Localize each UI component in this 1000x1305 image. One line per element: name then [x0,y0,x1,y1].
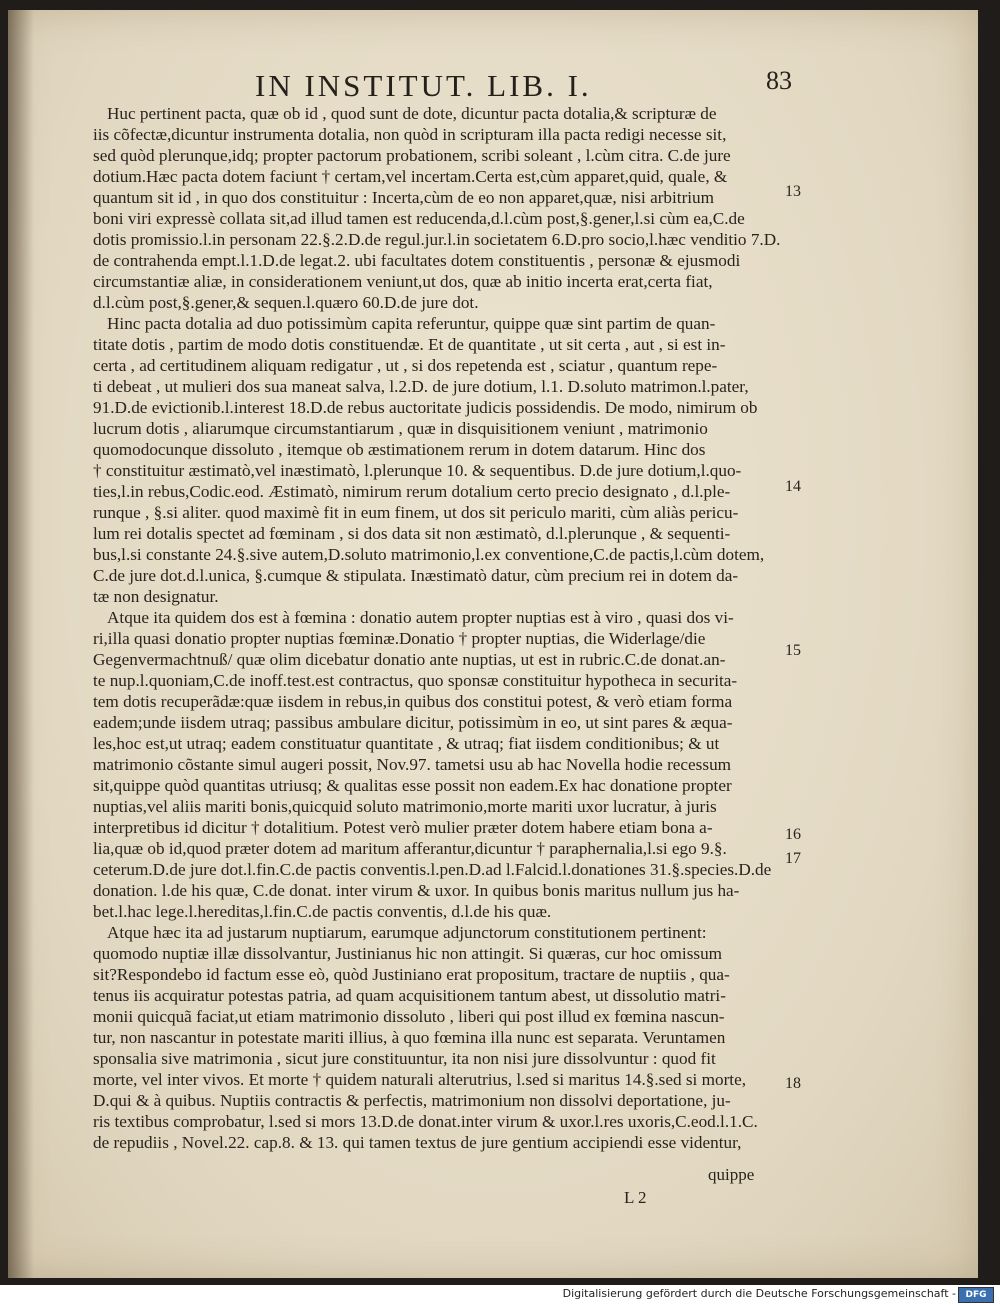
text-line: sit,quippe quòd quantitas utriusq; & qualitas esse possit non eadem.Ex hac donatione propter [93,776,732,795]
text-line: donation. l.de his quæ, C.de donat. inter virum & uxor. In quibus bonis maritus nullum jus ha- [93,881,740,900]
text-line: Huc pertinent pacta, quæ ob id , quod sunt de dote, dicuntur pacta dotalia,& scripturæ de [107,104,717,123]
text-line: titate dotis , partim de modo dotis constituendæ. Et de quantitate , ut sit certa , aut , si est in- [93,335,726,354]
text-line: Atque hæc ita ad justarum nuptiarum, earumque adjunctorum constitutionem pertinent: [107,923,707,942]
text-line: ti debeat , ut mulieri dos sua maneat salva, l.2.D. de jure dotium, l.1. D.soluto matrimon.l.pater, [93,377,749,396]
text-line: quomodo nuptiæ illæ dissolvantur, Justinianus hic non attingit. Si quæras, cur hoc omissum [93,944,723,963]
text-line: te nup.l.quoniam,C.de inoff.test.est contractus, quo sponsæ constituitur hypotheca in securita- [93,671,738,690]
text-line: morte, vel inter vivos. Et morte † quidem naturali alterutrius, l.sed si maritus 14.§.sed si morte, [93,1070,746,1089]
text-line: sponsalia sive matrimonia , sicut jure constituuntur, ita non nisi jure dissolvuntur : quod fit [93,1049,716,1068]
text-line: quantum sit id , in quo dos constituitur : Incerta,cùm de eo non apparet,quæ, nisi arbitrium [93,188,715,207]
text-line: nuptias,vel aliis mariti bonis,quicquid soluto matrimonio,morte mariti uxor lucratur, à juris [93,797,717,816]
text-line: monii quicquã faciat,ut etiam matrimonio dissoluto , liberi qui post illud ex fœmina nascun- [93,1007,725,1026]
text-line: runque , §.si aliter. quod maximè fit in eum finem, ut dos sit periculo mariti, cùm aliàs pericu- [93,503,739,522]
text-line: tur, non nascantur in potestate mariti illius, à quo fœmina illa nunc est separata. Veruntamen [93,1028,726,1047]
catchword: quippe [708,1165,755,1184]
spine-shadow [8,10,34,1278]
margin-number: 14 [785,478,801,495]
page-number: 83 [766,66,792,95]
margin-number: 15 [785,642,801,659]
text-line: sit?Respondebo id factum esse eò, quòd Justiniano erat propositum, tractare de nuptiis , qua- [93,965,730,984]
dfg-logo-icon: DFG [958,1287,994,1303]
text-line: ris textibus comprobatur, l.sed si mors 13.D.de donat.inter virum & uxor.l.res uxoris,C.eod.l.1.C. [93,1112,758,1131]
footer-credit: Digitalisierung gefördert durch die Deutsche Forschungsgemeinschaft - [562,1287,956,1300]
text-line: 91.D.de evictionib.l.interest 18.D.de rebus auctoritate judicis possidendis. De modo, nimirum ob [93,398,758,417]
text-line: dotium.Hæc pacta dotem faciunt † certam,vel incertam.Certa est,cùm apparet,quid, quale, & [93,167,728,186]
text-line: quomodocunque dissoluto , itemque ob æstimationem rerum in dotem datarum. Hinc dos [93,440,706,459]
text-line: ri,illa quasi donatio propter nuptias fœminæ.Donatio † propter nuptias, die Widerlage/die [93,629,706,648]
text-line: † constituitur æstimatò,vel inæstimatò, l.plerunque 10. & sequentibus. D.de jure dotium,l.quo- [93,461,742,480]
margin-number: 16 [785,826,801,843]
text-line: interpretibus id dicitur † dotalitium. Potest verò mulier præter dotem habere etiam bona a- [93,818,713,837]
text-line: tenus iis acquiratur potestas patria, ad quam acquisitionem tantum abest, ut dissolutio matri- [93,986,726,1005]
running-head: IN INSTITUT. LIB. I. [255,68,592,103]
text-line: boni viri expressè collata sit,ad illud tamen est reducenda,d.l.cùm post,§.gener,l.si cùm ea,C.de [93,209,745,228]
text-line: eadem;unde iisdem utraq; passibus ambulare dicitur, potissimùm in eo, ut sint pares & æqua- [93,713,733,732]
text-line: lia,quæ ob id,quod præter dotem ad maritum afferantur,dicuntur † paraphernalia,l.si ego 9.§. [93,839,727,858]
text-line: ties,l.in rebus,Codic.eod. Æstimatò, nimirum rerum dotalium certo precio designato , d.l.ple- [93,482,731,501]
text-line: lucrum dotis , aliarumque circumstantiarum , quæ in disquisitionem veniunt , matrimonio [93,419,708,438]
margin-number: 18 [785,1075,801,1092]
body-text [93,103,795,1153]
signature-mark: L 2 [624,1188,647,1207]
text-line: tem dotis recuperãdæ:quæ iisdem in rebus,in quibus dos constitui potest, & verò etiam forma [93,692,733,711]
text-line: C.de jure dot.d.l.unica, §.cumque & stipulata. Inæstimatò datur, cùm precium rei in dotem da- [93,566,739,585]
text-line: les,hoc est,ut utraq; eadem constituatur quantitate , & utraq; fiat iisdem conditionibus; & ut [93,734,720,753]
text-line: de repudiis , Novel.22. cap.8. & 13. qui tamen textus de jure gentium accipiendi esse videntur, [93,1133,742,1152]
margin-number: 13 [785,183,801,200]
text-line: D.qui & à quibus. Nuptiis contractis & perfectis, matrimonium non dissolvi deportatione, ju- [93,1091,731,1110]
text-line: iis cõfectæ,dicuntur instrumenta dotalia, non quòd in scripturam illa pacta redigi necesse sit, [93,125,727,144]
text-line: de contrahenda empt.l.1.D.de legat.2. ubi facultates dotem constituentis , personæ & ejusmodi [93,251,741,270]
text-line: Gegenvermachtnuß/ quæ olim dicebatur donatio ante nuptias, ut est in rubric.C.de donat.an- [93,650,726,669]
text-line: matrimonio cõstante simul augeri possit, Nov.97. tametsi usu ab hac Novella hodie recessum [93,755,732,774]
margin-number: 17 [785,850,801,867]
text-line: certa , ad certitudinem aliquam redigatur , ut , si dos repetenda est , sciatur , quantum repe- [93,356,718,375]
text-line: Atque ita quidem dos est à fœmina : donatio autem propter nuptias est à viro , quasi dos vi- [107,608,734,627]
text-line: tæ non designatur. [93,587,219,606]
text-line: bet.l.hac lege.l.hereditas,l.fin.C.de pactis conventis, d.l.de his quæ. [93,902,552,921]
text-line: d.l.cùm post,§.gener,& sequen.l.quæro 60.D.de jure dot. [93,293,479,312]
text-line: sed quòd plerunque,idq; propter pactorum probationem, scribi soleant , l.cùm citra. C.de jure [93,146,731,165]
text-line: bus,l.si constante 24.§.sive autem,D.soluto matrimonio,l.ex conventione,C.de pactis,l.cùm dotem, [93,545,765,564]
text-line: lum rei dotalis spectet ad fœminam , si dos data sit non æstimatò, d.l.plerunque , & sequenti- [93,524,731,543]
text-line: Hinc pacta dotalia ad duo potissimùm capita referuntur, quippe quæ sint partim de quan- [107,314,716,333]
text-line: dotis promissio.l.in personam 22.§.2.D.de regul.jur.l.in societatem 6.D.pro socio,l.hæc venditio 7.D. [93,230,781,249]
text-line: circumstantiæ aliæ, in considerationem veniunt,ut dos, quæ ab initio incerta erat,certa fiat, [93,272,713,291]
text-line: ceterum.D.de jure dot.l.fin.C.de pactis conventis.l.pen.D.ad l.Falcid.l.donationes 31.§.species.D.de [93,860,772,879]
